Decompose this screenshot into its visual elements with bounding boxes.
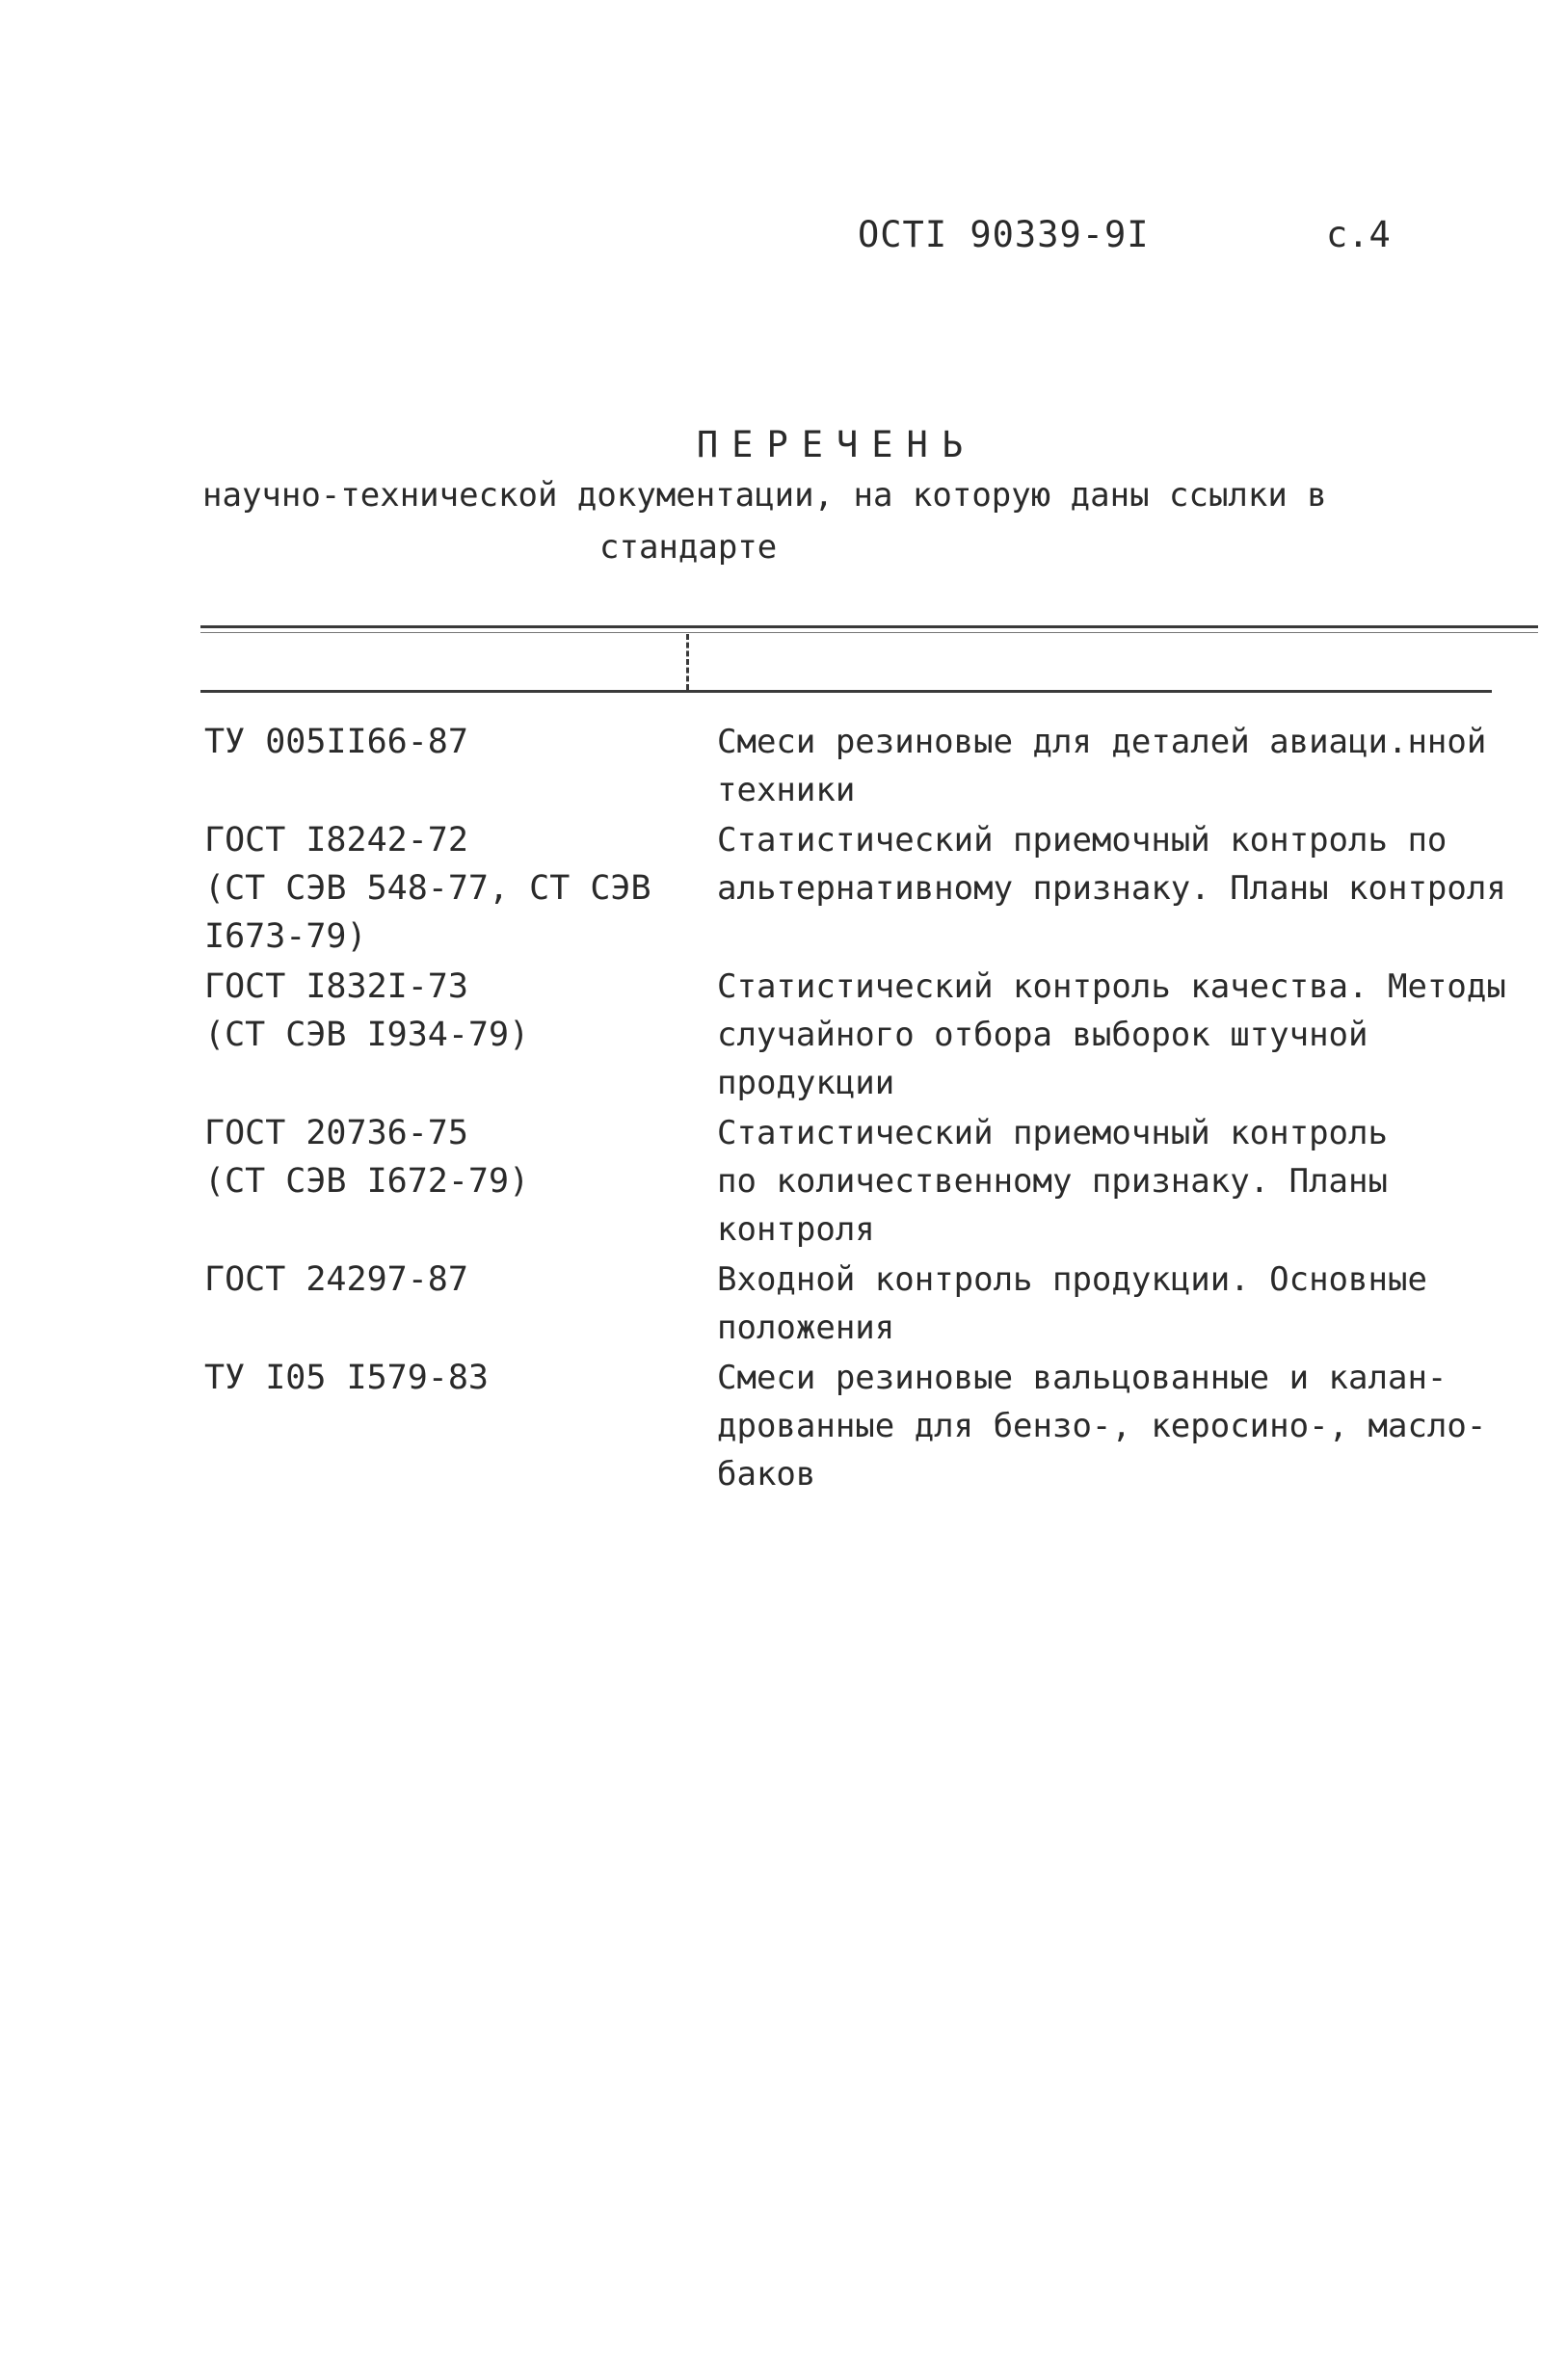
list-subtitle-line-2: стандарте — [599, 528, 778, 567]
table-row — [0, 1354, 1567, 1498]
reference-table — [0, 718, 1567, 1500]
table-row — [0, 963, 1567, 1107]
reference-code: ГОСТ 24297-87 — [204, 1260, 468, 1299]
list-title: ПЕРЕЧЕНЬ — [696, 424, 977, 465]
list-subtitle-line-1: научно-технической документации, на которую даны ссылки в — [202, 476, 1327, 515]
table-row — [0, 816, 1567, 961]
page-number: с.4 — [1326, 214, 1391, 255]
reference-code: ГОСТ I832I-73 (СТ СЭВ I934-79) — [204, 967, 530, 1054]
table-column-separator — [686, 634, 689, 690]
reference-title: Статистический приемочный контроль по количественному признаку. Планы контроля — [717, 1114, 1388, 1249]
reference-title: Смеси резиновые вальцованные и калан- дрованные для бензо-, керосино-, масло- баков — [717, 1359, 1487, 1494]
reference-title: Статистический приемочный контроль по альтернативному признаку. Планы контроля — [717, 821, 1506, 908]
reference-title: Входной контроль продукции. Основные положения — [717, 1260, 1427, 1347]
reference-code: ТУ I05 I579-83 — [204, 1359, 490, 1397]
table-row — [0, 718, 1567, 814]
reference-title: Статистический контроль качества. Методы случайного отбора выборок штучной продукции — [717, 967, 1506, 1102]
table-top-rule — [200, 625, 1538, 628]
reference-code: ГОСТ 20736-75 (СТ СЭВ I672-79) — [204, 1114, 530, 1201]
reference-code: ТУ 005II66-87 — [204, 723, 468, 761]
table-header-bottom-rule — [200, 690, 1492, 693]
table-row — [0, 1109, 1567, 1254]
table-row — [0, 1256, 1567, 1352]
reference-title: Смеси резиновые для деталей авиаци.нной техники — [717, 723, 1487, 809]
table-top-rule-thin — [200, 632, 1538, 633]
document-code: ОСТI 90339-9I — [858, 214, 1150, 255]
reference-code: ГОСТ I8242-72 (СТ СЭВ 548-77, СТ СЭВ I673-79) — [204, 821, 651, 956]
